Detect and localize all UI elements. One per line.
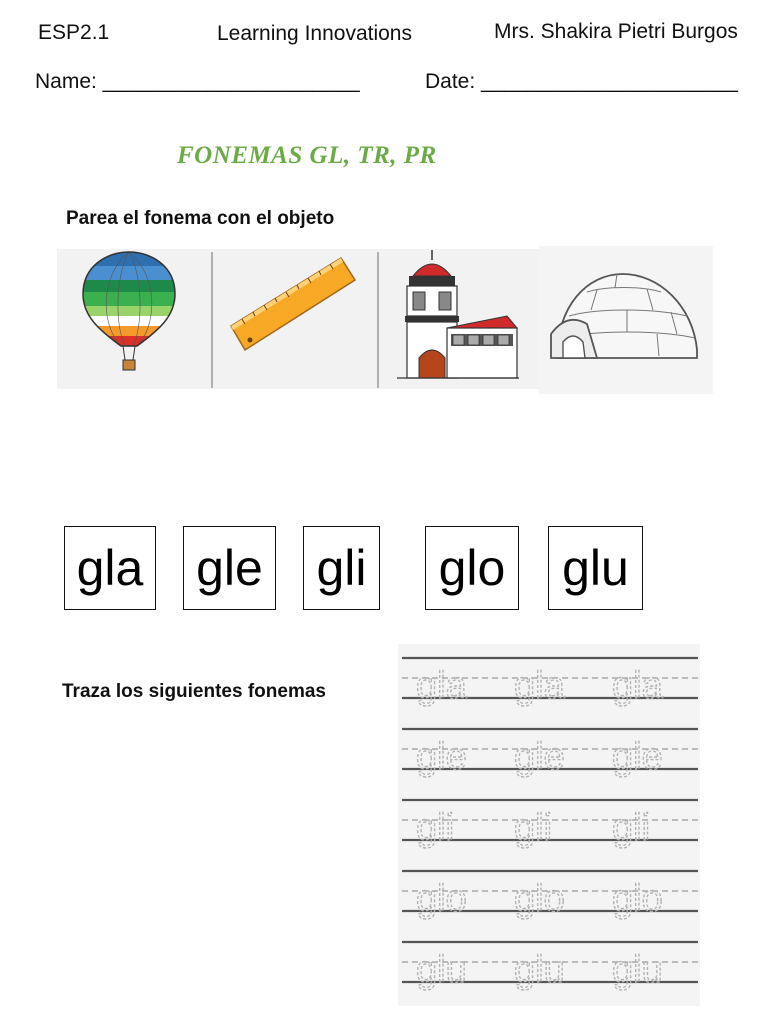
worksheet-title: FONEMAS GL, TR, PR: [177, 142, 437, 169]
tracing-letters: gle: [612, 736, 663, 778]
syllable-card-gli: gli: [303, 526, 380, 610]
syllable-card-glo: glo: [425, 526, 519, 610]
date-field-label: Date: ______________________: [425, 70, 738, 93]
syllable-card-glu: glu: [548, 526, 643, 610]
tracing-letters: gli: [612, 807, 651, 849]
tracing-letters: gla: [612, 665, 663, 707]
tracing-letters: gla: [416, 665, 467, 707]
tracing-letters: glu: [612, 949, 663, 991]
teacher-name: Mrs. Shakira Pietri Burgos: [494, 20, 738, 43]
tracing-letters: gle: [416, 736, 467, 778]
trace-instruction: Traza los siguientes fonemas: [62, 681, 326, 702]
tracing-letters: glo: [612, 878, 663, 920]
tracing-letters: gle: [514, 736, 565, 778]
tracing-practice-panel: [398, 644, 700, 1006]
syllable-card-gle: gle: [183, 526, 276, 610]
tracing-letters: glo: [416, 878, 467, 920]
tracing-letters: gli: [416, 807, 455, 849]
tracing-letters: glu: [416, 949, 467, 991]
course-code: ESP2.1: [38, 21, 110, 44]
picture-strip: [57, 246, 713, 394]
tracing-letters: gli: [514, 807, 553, 849]
tracing-lines: [398, 644, 700, 1006]
match-instruction: Parea el fonema con el objeto: [66, 208, 335, 229]
syllable-card-gla: gla: [64, 526, 156, 610]
tracing-letters: glo: [514, 878, 565, 920]
tracing-letters: glu: [514, 949, 565, 991]
organization-name: Learning Innovations: [217, 22, 412, 45]
name-field-label: Name: ______________________: [35, 70, 360, 93]
tracing-letters: gla: [514, 665, 565, 707]
